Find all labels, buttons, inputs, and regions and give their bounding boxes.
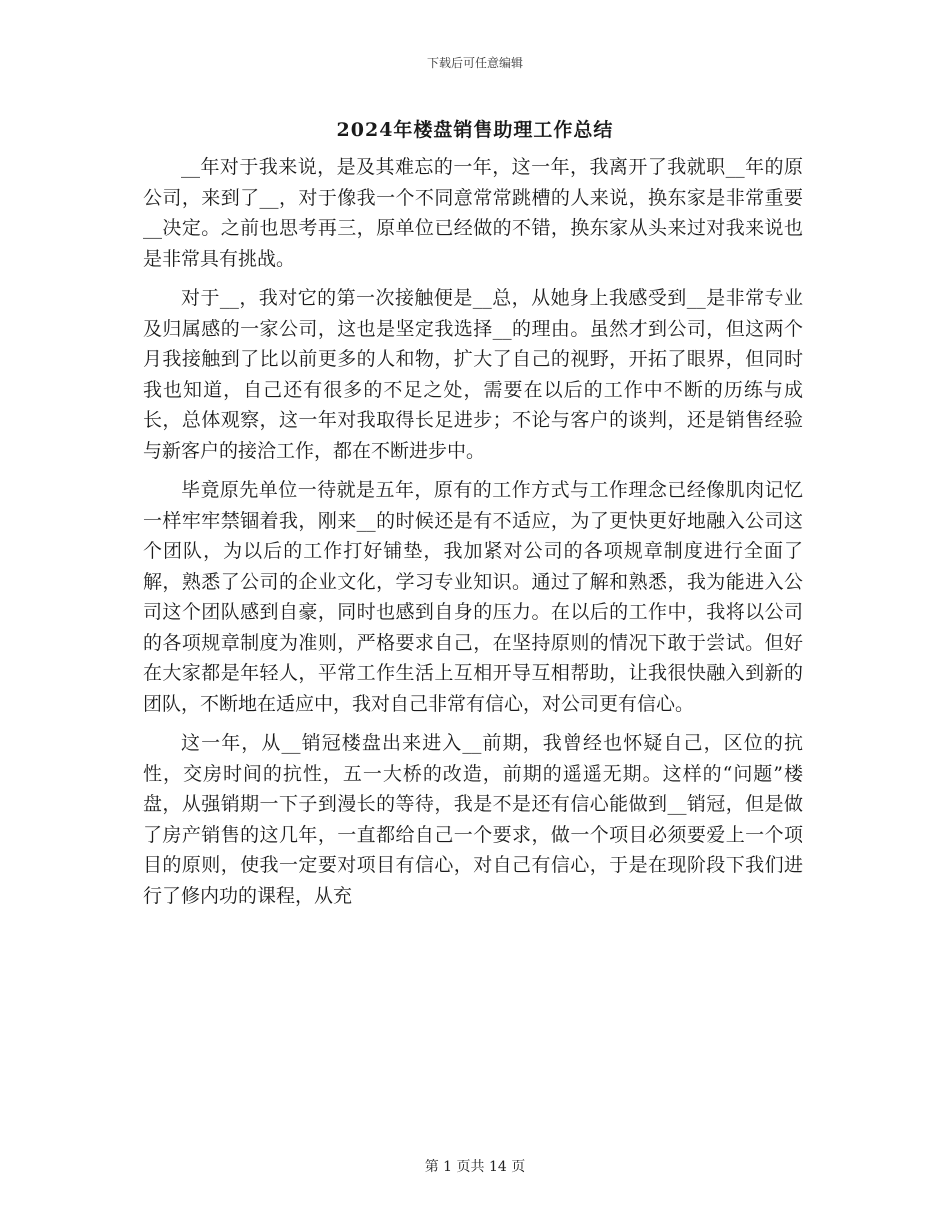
paragraph: 毕竟原先单位一待就是五年，原有的工作方式与工作理念已经像肌肉记忆一样牢牢禁锢着我，刚来__的时候还是有不适应，为了更快更好地融入公司这个团队，为以后的工作打好铺垫，我加紧对公司的各项规章制度进行全面了解，熟悉了公司的企业文化，学习专业知识。通过了解和熟悉，我为能进入公司这个团队感到自豪，同时也感到自身的压力。在以后的工作中，我将以公司的各项规章制度为准则，严格要求自己，在坚持原则的情况下敢于尝试。但好在大家都是年轻人，平常工作生活上互相开导互相帮助，让我很快融入到新的团队，不断地在适应中，我对自己非常有信心，对公司更有信心。: [143, 479, 803, 715]
document-title: 2024年楼盘销售助理工作总结: [336, 119, 614, 141]
document-body: [143, 152, 803, 920]
paragraph: 对于__，我对它的第一次接触便是__总，从她身上我感受到__是非常专业及归属感的一家公司，这也是坚定我选择__的理由。虽然才到公司，但这两个月我接触到了比以前更多的人和物，扩大了自己的视野，开拓了眼界，但同时我也知道，自己还有很多的不足之处，需要在以后的工作中不断的历练与成长，总体观察，这一年对我取得长足进步；不论与客户的谈判，还是销售经验与新客户的接洽工作，都在不断进步中。: [143, 287, 803, 462]
page-number-footer: 第 1 页共 14 页: [424, 1159, 526, 1175]
paragraph: 这一年，从__销冠楼盘出来进入__前期，我曾经也怀疑自己，区位的抗性，交房时间的抗性，五一大桥的改造，前期的遥遥无期。这样的“问题”楼盘，从强销期一下子到漫长的等待，我是不是还有信心能做到__销冠，但是做了房产销售的这几年，一直都给自己一个要求，做一个项目必须要爱上一个项目的原则，使我一定要对项目有信心，对自己有信心，于是在现阶段下我们进行了修内功的课程，从充: [143, 732, 803, 907]
header-note: 下载后可任意编辑: [426, 56, 523, 70]
paragraph: __年对于我来说，是及其难忘的一年，这一年，我离开了我就职__年的原公司，来到了__，对于像我一个不同意常常跳槽的人来说，换东家是非常重要__决定。之前也思考再三，原单位已经做的不错，换东家从头来过对我来说也是非常具有挑战。: [143, 156, 803, 270]
